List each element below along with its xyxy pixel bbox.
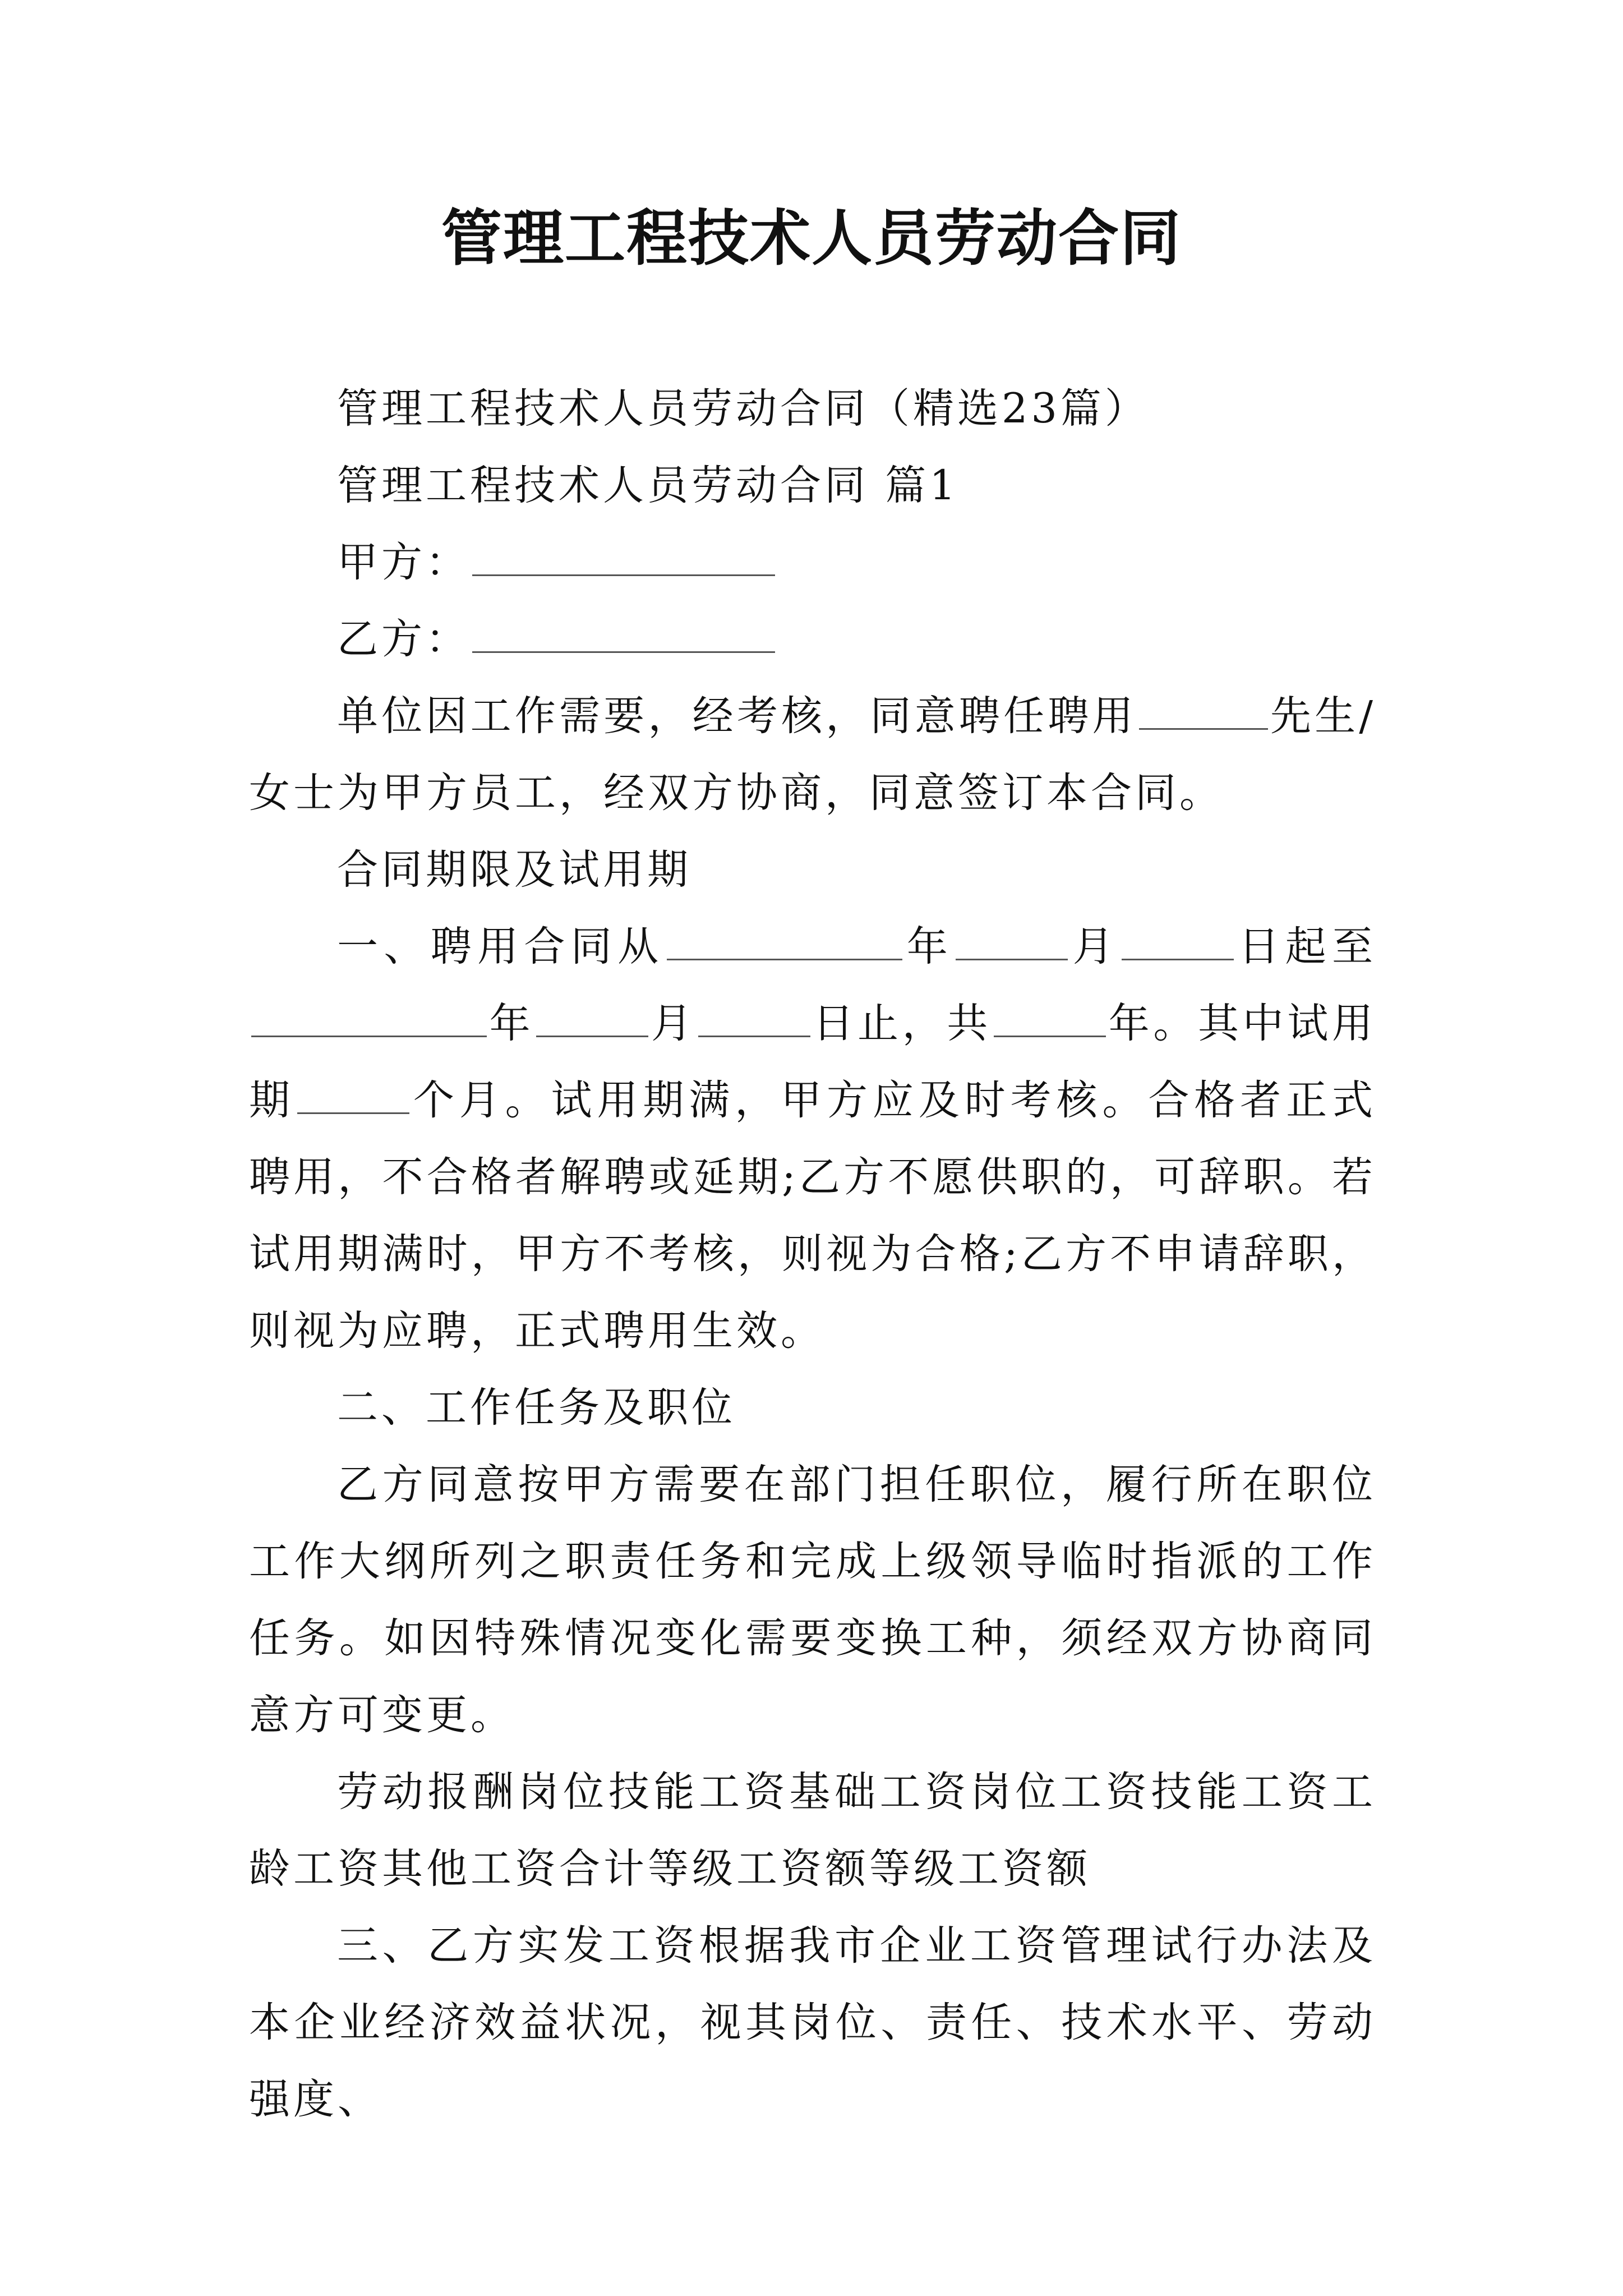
- document-body: [249, 370, 1376, 2138]
- start-month-blank: [956, 925, 1068, 960]
- probation-months-blank: [297, 1079, 409, 1114]
- intro-paragraph: [249, 678, 1376, 831]
- start-day-blank: [1122, 925, 1234, 960]
- party-b-label: 乙方：: [337, 615, 470, 663]
- party-a-line: [249, 524, 1376, 601]
- day-to-label: 日止，共: [812, 1000, 992, 1047]
- party-a-blank: [472, 541, 775, 576]
- duty-paragraph: 乙方同意按甲方需要在部门担任职位，履行所在职位工作大纲所列之职责任务和完成上级领导临时指派的工作任务。如因特殊情况变化需要变换工种，须经双方协商同意方可变更。: [249, 1461, 1376, 1739]
- years-label: 年。其中试用期: [249, 1000, 1377, 1124]
- pay-paragraph: 三、乙方实发工资根据我市企业工资管理试行办法及本企业经济效益状况，视其岗位、责任、技术水平、劳动强度、: [249, 1922, 1376, 2123]
- party-b-line: [249, 601, 1376, 678]
- month-label-1: 月: [1070, 923, 1119, 970]
- year-label-2: 年: [489, 1000, 534, 1047]
- day-from-label: 日起至: [1235, 923, 1377, 970]
- party-b-blank: [472, 618, 775, 653]
- duty-heading: 二、工作任务及职位: [337, 1384, 736, 1432]
- start-year-blank: [667, 925, 902, 960]
- term-paragraph: [249, 908, 1376, 1369]
- subtitle: 管理工程技术人员劳动合同（精选23篇）: [337, 385, 1149, 432]
- term-heading: 合同期限及试用期: [337, 846, 691, 894]
- total-years-blank: [994, 1002, 1106, 1037]
- employee-name-blank: [1139, 694, 1268, 730]
- end-month-blank: [536, 1002, 648, 1037]
- term-rest-text: 个月。试用期满，甲方应及时考核。合格者正式聘用，不合格者解聘或延期;乙方不愿供职的，可辞职。若试用期满时，甲方不考核，则视为合格;乙方不申请辞职，则视为应聘，正式聘用生效。: [249, 1076, 1377, 1355]
- party-a-label: 甲方：: [337, 539, 470, 586]
- document-title: 管理工程技术人员劳动合同: [441, 203, 1182, 274]
- pay-table-text: 劳动报酬岗位技能工资基础工资岗位工资技能工资工龄工资其他工资合计等级工资额等级工资额: [249, 1768, 1376, 1893]
- month-label-2: 月: [651, 1000, 696, 1047]
- intro-text-1: 单位因工作需要，经考核，同意聘任聘用: [337, 692, 1137, 740]
- year-label-1: 年: [904, 923, 954, 970]
- end-year-blank: [251, 1002, 487, 1037]
- intro-text-2: 先生/女士为甲方员工，经双方协商，同意签订本合同。: [249, 692, 1376, 817]
- end-day-blank: [698, 1002, 810, 1037]
- term-text-1: 一、聘用合同从: [337, 923, 665, 970]
- section-heading: 管理工程技术人员劳动合同 篇1: [337, 462, 959, 509]
